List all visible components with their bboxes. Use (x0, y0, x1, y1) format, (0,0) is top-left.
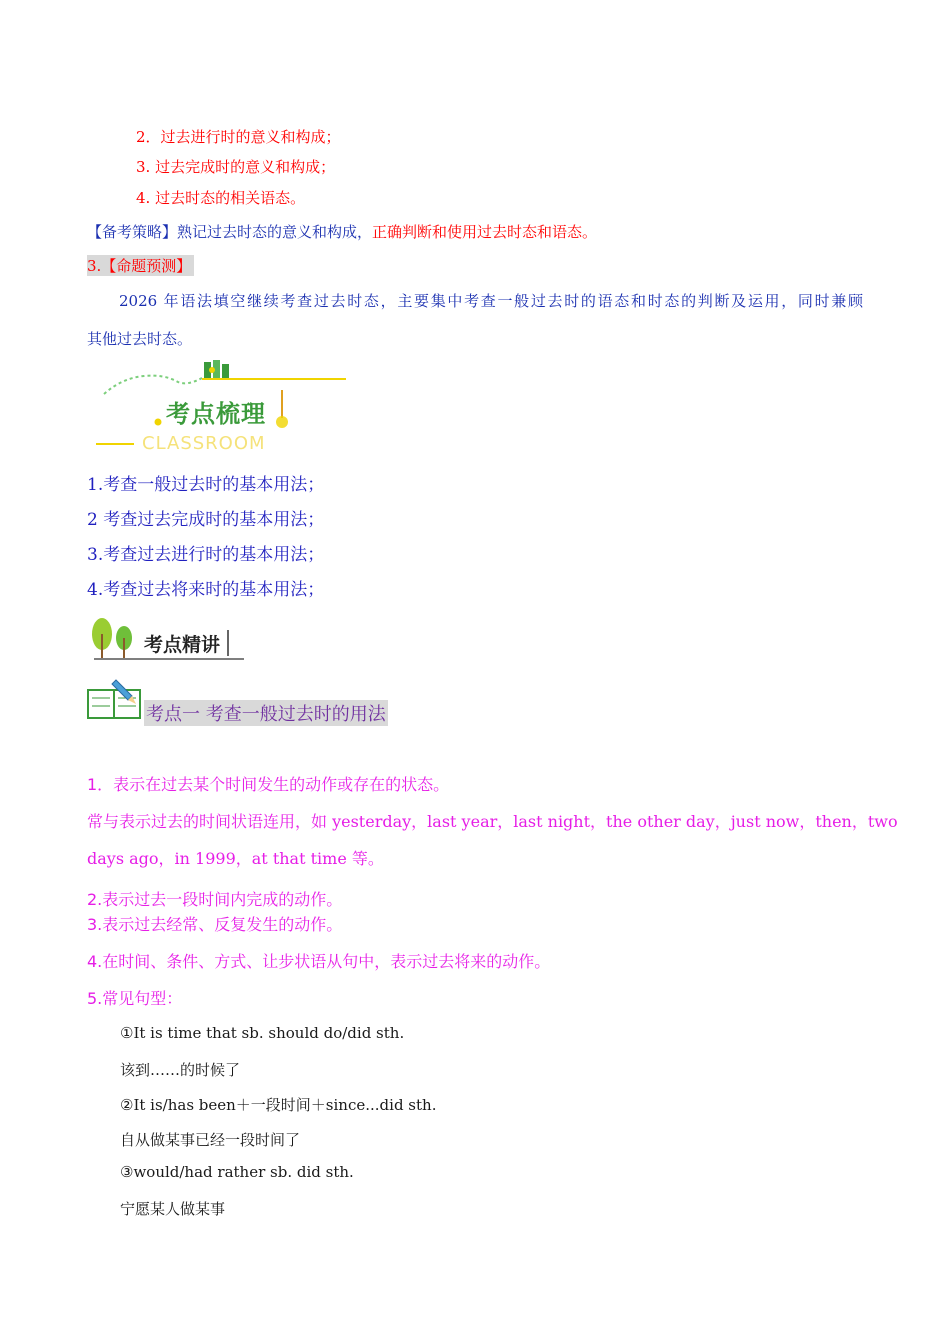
banner-subtitle: CLASSROOM (142, 433, 266, 454)
lecture-banner (88, 614, 258, 664)
usage-paragraph: 5.常见句型： (87, 989, 183, 1008)
point-item: 4.考查过去将来时的基本用法； (87, 580, 325, 600)
pattern-chinese: 该到……的时候了 (120, 1061, 241, 1079)
banner-title: 考点精讲 (144, 634, 221, 656)
pattern-chinese: 宁愿某人做某事 (120, 1200, 226, 1218)
prediction-line-2: 其他过去时态。 (87, 330, 193, 348)
classroom-banner (92, 356, 352, 456)
prediction-line-1: 2026 年语法填空继续考查过去时态，主要集中考查一般过去时的语态和时态的判断及运用，同时兼顾 (119, 292, 863, 310)
section-title: 考点一 考查一般过去时的用法 (144, 700, 388, 726)
pattern-english: ②It is/has been＋一段时间＋since...did sth. (120, 1096, 437, 1114)
banner-title: 考点梳理 (166, 400, 266, 428)
point-item: 2 考查过去完成时的基本用法； (87, 510, 325, 530)
point-item: 1.考查一般过去时的基本用法； (87, 475, 325, 495)
pattern-english: ③would/had rather sb. did sth. (120, 1163, 354, 1181)
point-item: 3.考查过去进行时的基本用法； (87, 545, 325, 565)
strategy-label: 【备考策略】 (87, 223, 178, 241)
prediction-heading: 3.【命题预测】 (87, 255, 194, 276)
usage-paragraph: 3.表示过去经常、反复发生的动作。 (87, 915, 343, 934)
usage-paragraph: 1．表示在过去某个时间发生的动作或存在的状态。 (87, 775, 450, 794)
pattern-english: ①It is time that sb. should do/did sth. (120, 1024, 405, 1042)
section-icon-wrap (86, 676, 146, 724)
strategy-text-2: 正确判断和使用过去时态和语态。 (372, 223, 598, 241)
red-list-item: 2．过去进行时的意义和构成； (136, 128, 341, 146)
usage-paragraph: 2.表示过去一段时间内完成的动作。 (87, 890, 343, 909)
usage-paragraph: days ago，in 1999，at that time 等。 (87, 849, 384, 868)
red-list-item: 3. 过去完成时的意义和构成； (136, 158, 336, 176)
pattern-chinese: 自从做某事已经一段时间了 (120, 1131, 301, 1149)
usage-paragraph: 常与表示过去的时间状语连用，如 yesterday，last year，last night，the other day，just now，then，two (87, 812, 898, 831)
book-pencil-icon (86, 676, 144, 722)
strategy-text-1: 熟记过去时态的意义和构成， (177, 223, 373, 241)
usage-paragraph: 4.在时间、条件、方式、让步状语从句中，表示过去将来的动作。 (87, 952, 551, 971)
strategy-line (87, 221, 597, 242)
red-list-item: 4. 过去时态的相关语态。 (136, 189, 306, 207)
